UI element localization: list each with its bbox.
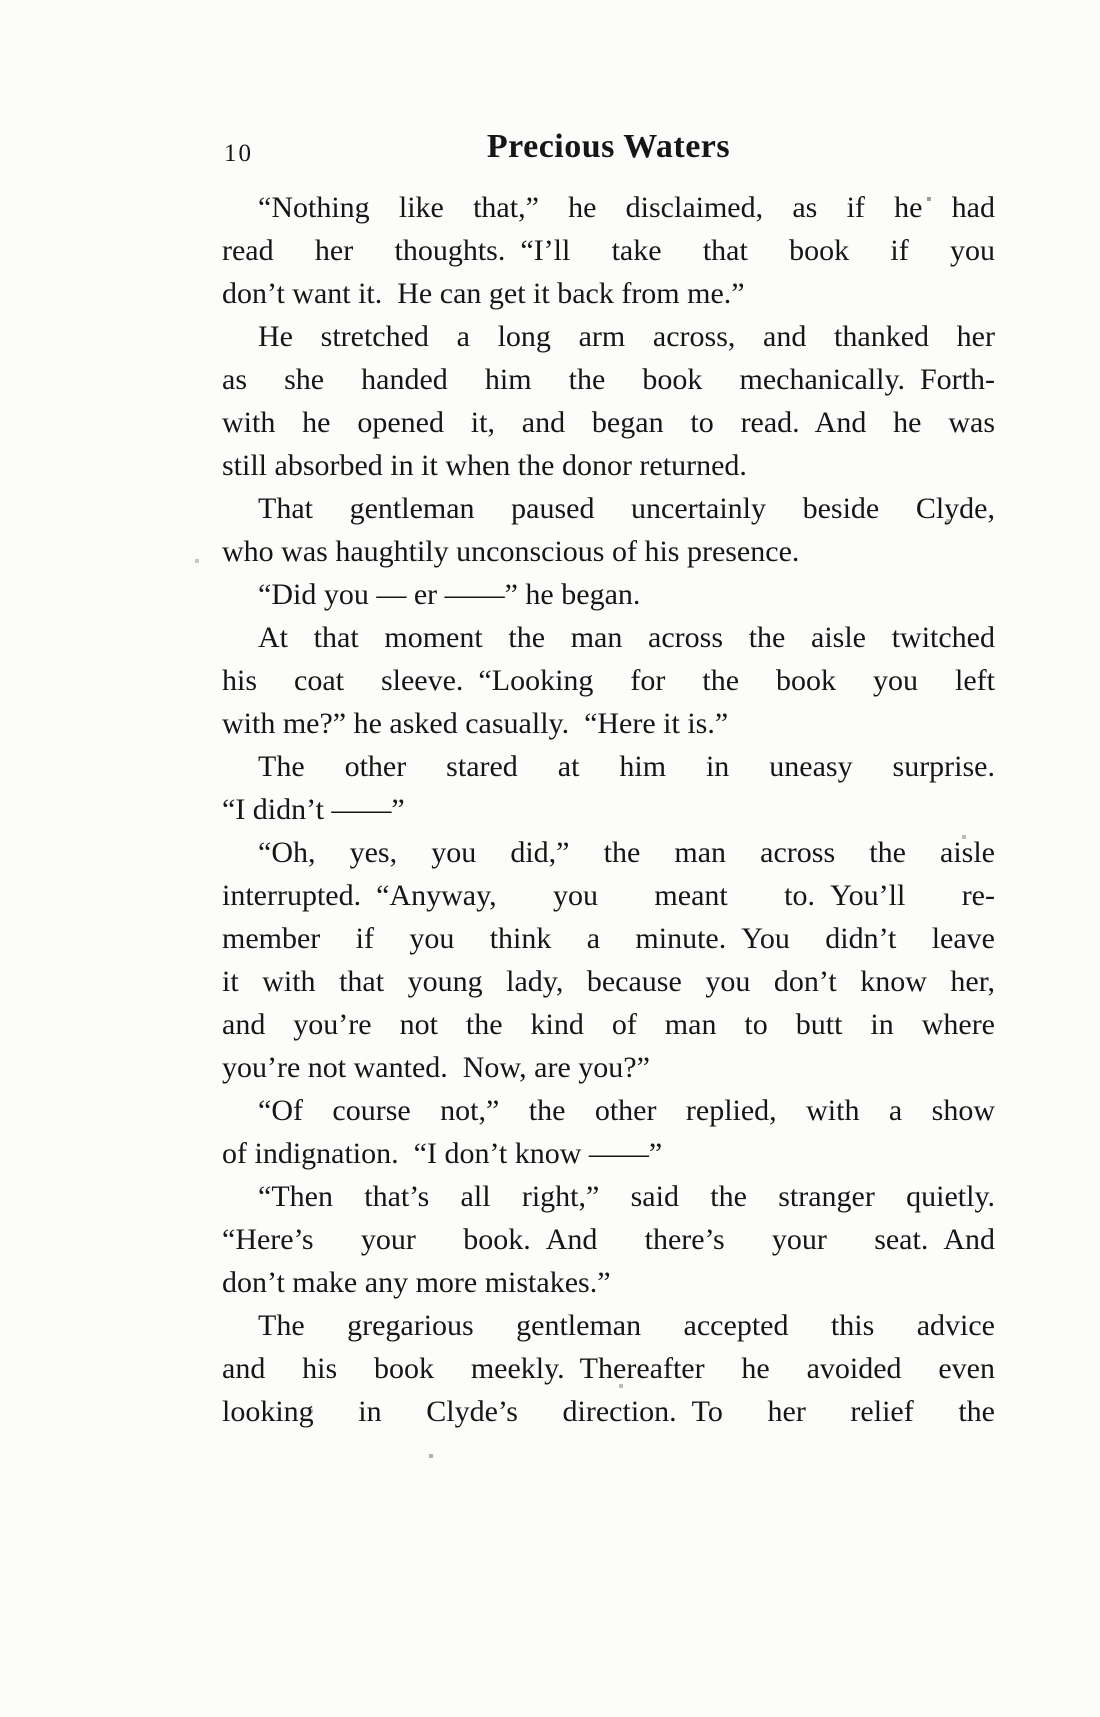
text-line: That gentleman paused uncertainly beside Clyde, (258, 492, 995, 525)
text-line: The gregarious gentleman accepted this advice (258, 1309, 995, 1342)
text-line: looking in Clyde’s direction. To her relief the (222, 1395, 995, 1428)
text-line: as she handed him the book mechanically. Forth- (222, 363, 995, 396)
text-line: it with that young lady, because you don’t know her, (222, 965, 995, 998)
text-line: “I didn’t ——” (222, 793, 405, 826)
page-body (222, 186, 995, 1433)
text-line: “Oh, yes, you did,” the man across the aisle (258, 836, 995, 869)
text-line: “Here’s your book. And there’s your seat. And (222, 1223, 995, 1256)
text-line: don’t make any more mistakes.” (222, 1266, 611, 1299)
page-header (222, 128, 995, 176)
text-line: “Did you — er ——” he began. (258, 578, 641, 611)
text-line: interrupted. “Anyway, you meant to. You’ll re- (222, 879, 995, 912)
text-line: At that moment the man across the aisle twitched (258, 621, 995, 654)
text-line: with he opened it, and began to read. And he was (222, 406, 995, 439)
running-title: Precious Waters (486, 128, 731, 165)
text-line: still absorbed in it when the donor returned. (222, 449, 747, 482)
text-line: with me?” he asked casually. “Here it is.” (222, 707, 729, 740)
text-line: don’t want it. He can get it back from me.” (222, 277, 745, 310)
text-line: The other stared at him in uneasy surprise. (258, 750, 995, 783)
text-line: and his book meekly. Thereafter he avoided even (222, 1352, 995, 1385)
scan-specks (0, 0, 2, 2)
text-line: and you’re not the kind of man to butt in where (222, 1008, 995, 1041)
text-line: “Nothing like that,” he disclaimed, as if he had (258, 191, 995, 224)
text-line: of indignation. “I don’t know ——” (222, 1137, 663, 1170)
text-line: you’re not wanted. Now, are you?” (222, 1051, 650, 1084)
page-number: 10 (224, 140, 253, 167)
text-line: “Of course not,” the other replied, with a show (258, 1094, 995, 1127)
text-line: read her thoughts. “I’ll take that book if you (222, 234, 995, 267)
text-line: He stretched a long arm across, and thanked her (258, 320, 995, 353)
text-line: his coat sleeve. “Looking for the book you left (222, 664, 995, 697)
text-line: member if you think a minute. You didn’t leave (222, 922, 995, 955)
text-line: “Then that’s all right,” said the stranger quietly. (258, 1180, 995, 1213)
text-line: who was haughtily unconscious of his presence. (222, 535, 800, 568)
